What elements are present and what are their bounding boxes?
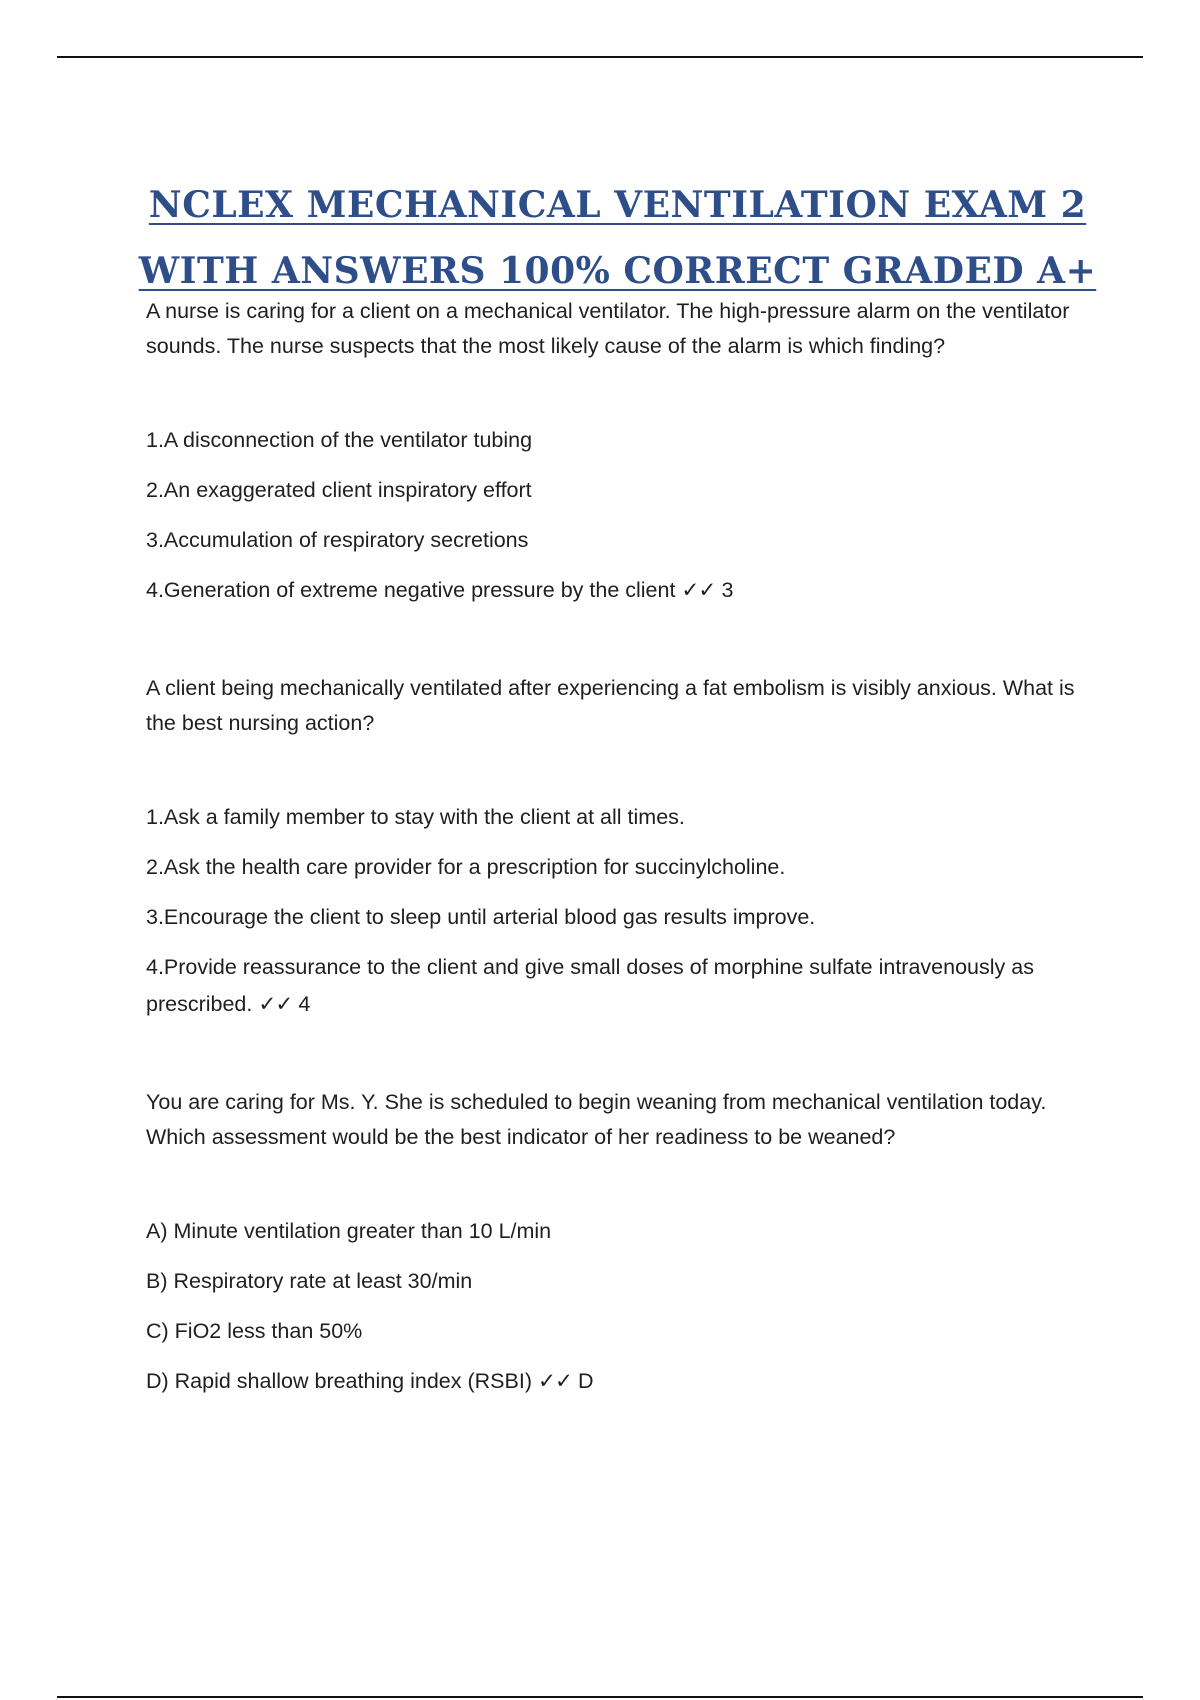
answer-options <box>146 422 1096 609</box>
option-text: 4.Generation of extreme negative pressure by the client <box>146 578 676 602</box>
answer-key: D <box>577 1369 594 1393</box>
option-item-with-answer <box>146 572 1096 609</box>
question-3 <box>146 1085 1096 1400</box>
option-item: B) Respiratory rate at least 30/min <box>146 1269 473 1293</box>
option-item: 3.Encourage the client to sleep until arterial blood gas results improve. <box>146 905 816 929</box>
question-1 <box>146 294 1096 609</box>
checkmark-icon: ✓✓ <box>537 1369 572 1394</box>
question-prompt: A client being mechanically ventilated after experiencing a fat embolism is visibly anxious. What is the best nursing action? <box>146 676 1075 735</box>
option-item-with-answer <box>146 949 1096 1023</box>
option-item: 2.Ask the health care provider for a prescription for succinylcholine. <box>146 855 786 879</box>
document-title: NCLEX MECHANICAL VENTILATION EXAM 2 WITH ANSWERS 100% CORRECT GRADED A+ <box>138 184 1097 293</box>
option-item: C) FiO2 less than 50% <box>146 1319 363 1343</box>
bottom-rule <box>57 1696 1143 1698</box>
option-item: 2.An exaggerated client inspiratory effort <box>146 478 532 502</box>
checkmark-icon: ✓✓ <box>258 992 293 1017</box>
document-body <box>146 294 1096 1400</box>
option-item: 3.Accumulation of respiratory secretions <box>146 528 529 552</box>
option-item-with-answer <box>146 1363 1096 1400</box>
checkmark-icon: ✓✓ <box>681 578 716 603</box>
answer-options <box>146 799 1096 1023</box>
option-text: 4.Provide reassurance to the client and give small doses of morphine sulfate intravenously as prescribed. <box>146 955 1034 1016</box>
option-item: 1.A disconnection of the ventilator tubing <box>146 428 533 452</box>
answer-key: 4 <box>298 992 311 1016</box>
answer-options <box>146 1213 1096 1400</box>
option-text: D) Rapid shallow breathing index (RSBI) <box>146 1369 532 1393</box>
question-prompt: You are caring for Ms. Y. She is scheduled to begin weaning from mechanical ventilation today. Which assessment would be the best indicator of her readiness to be weaned? <box>146 1090 1047 1149</box>
option-item: 1.Ask a family member to stay with the client at all times. <box>146 805 685 829</box>
question-2 <box>146 671 1096 1023</box>
answer-key: 3 <box>721 578 734 602</box>
option-item: A) Minute ventilation greater than 10 L/min <box>146 1219 552 1243</box>
top-rule <box>57 56 1143 58</box>
question-prompt: A nurse is caring for a client on a mechanical ventilator. The high-pressure alarm on the ventilator sounds. The nurse suspects that the most likely cause of the alarm is which finding? <box>146 299 1070 358</box>
